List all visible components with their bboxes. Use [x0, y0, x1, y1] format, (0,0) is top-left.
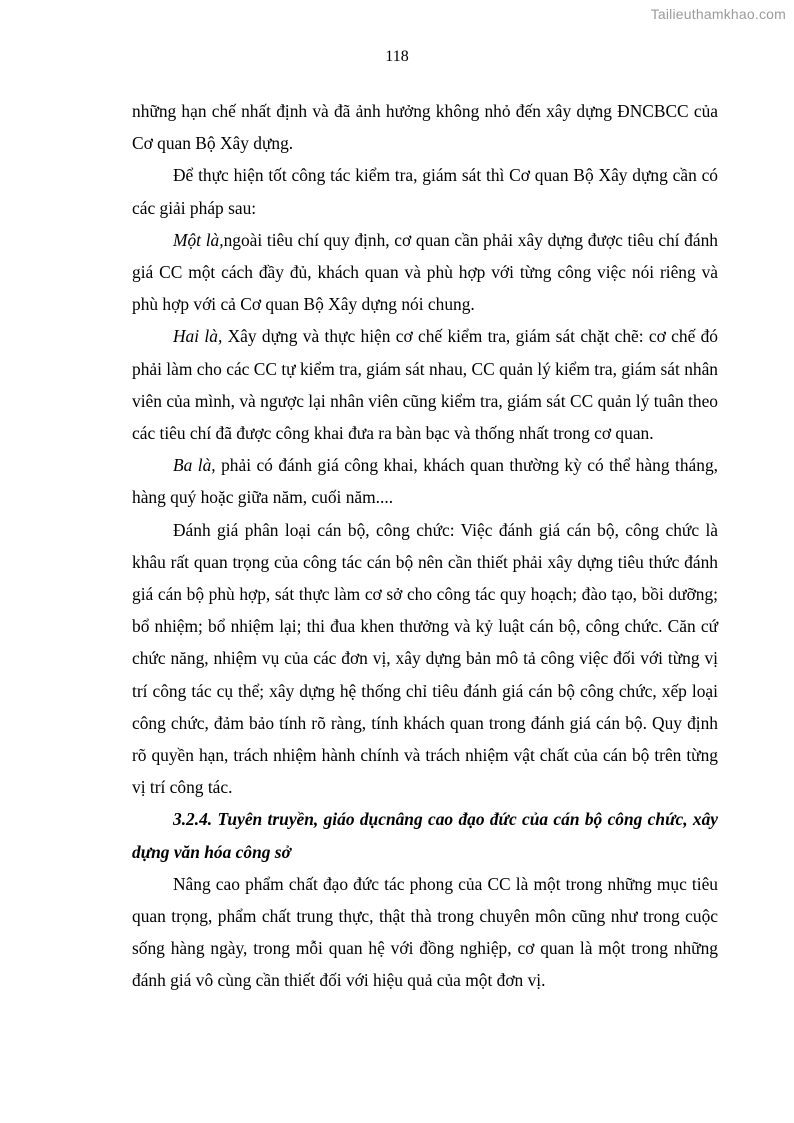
- paragraph-continuation: những hạn chế nhất định và đã ảnh hưởng không nhỏ đến xây dựng ĐNCBCC của Cơ quan Bộ Xây dựng.: [132, 101, 718, 154]
- solution-two-lead: Hai là,: [173, 326, 223, 347]
- document-body: [132, 95, 718, 997]
- paragraph-final: Nâng cao phẩm chất đạo đức tác phong của CC là một trong những mục tiêu quan trọng, phẩm chất trung thực, thật thà trong chuyên môn cũng như trong cuộc sống hàng ngày, trong mỗi quan hệ với đồng nghiệp, cơ quan là một trong những đánh giá vô cùng cần thiết đối với hiệu quả của một đơn vị.: [132, 873, 718, 991]
- watermark: Tailieuthamkhao.com: [650, 6, 786, 22]
- section-heading: 3.2.4. Tuyên truyền, giáo dụcnâng cao đạo đức của cán bộ công chức, xây dựng văn hóa công sở: [132, 809, 718, 862]
- page-number: 118: [385, 48, 409, 65]
- paragraph-evaluation: Đánh giá phân loại cán bộ, công chức: Việc đánh giá cán bộ, công chức là khâu rất quan trọng của công tác cán bộ nên cần thiết phải xây dựng tiêu thức đánh giá cán bộ phù hợp, sát thực làm cơ sở cho công tác quy hoạch; đào tạo, bồi dưỡng; bổ nhiệm; bổ nhiệm lại; thi đua khen thưởng và kỷ luật cán bộ, công chức. Căn cứ chức năng, nhiệm vụ của các đơn vị, xây dựng bản mô tả công việc đối với từng vị trí công tác cụ thể; xây dựng hệ thống chỉ tiêu đánh giá cán bộ công chức, xếp loại công chức, đảm bảo tính rõ ràng, tính khách quan trong đánh giá cán bộ. Quy định rõ quyền hạn, trách nhiệm hành chính và trách nhiệm vật chất của cán bộ trên từng vị trí công tác.: [132, 519, 718, 798]
- paragraph-solution-two: [132, 320, 718, 449]
- solution-one-lead: Một là,: [173, 229, 224, 250]
- solution-three-lead: Ba là,: [173, 455, 216, 476]
- solution-three-text: phải có đánh giá công khai, khách quan thường kỳ có thể hàng tháng, hàng quý hoặc giữa năm, cuối năm....: [132, 455, 718, 508]
- paragraph-solution-one: [132, 224, 718, 321]
- paragraph-intro: Để thực hiện tốt công tác kiểm tra, giám sát thì Cơ quan Bộ Xây dựng cần có các giải pháp sau:: [132, 165, 718, 218]
- solution-one-text: ngoài tiêu chí quy định, cơ quan cần phải xây dựng được tiêu chí đánh giá CC một cách đầy đủ, khách quan và phù hợp với từng công việc nói riêng và phù hợp với cả Cơ quan Bộ Xây dựng nói chung.: [132, 229, 718, 315]
- solution-two-text: Xây dựng và thực hiện cơ chế kiểm tra, giám sát chặt chẽ: cơ chế đó phải làm cho các CC tự kiểm tra, giám sát nhau, CC quản lý kiểm tra, giám sát nhân viên của mình, và ngược lại nhân viên cũng kiểm tra, giám sát CC quản lý tuân theo các tiêu chí đã được công khai đưa ra bàn bạc và thống nhất trong cơ quan.: [132, 326, 719, 444]
- paragraph-solution-three: [132, 449, 718, 513]
